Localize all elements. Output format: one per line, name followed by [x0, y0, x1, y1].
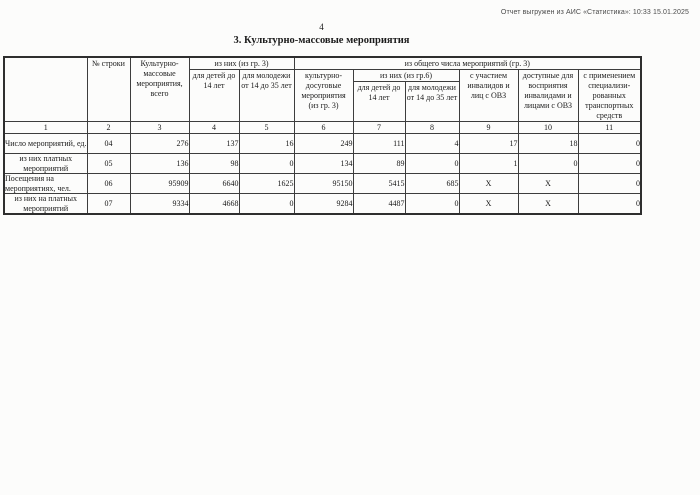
stub-header-cell: [4, 57, 87, 122]
section-title: 3. Культурно-массовые мероприятия: [233, 35, 410, 46]
header-children-under-14-gr6: для детей до 14 лет: [353, 82, 405, 122]
value-cell: 5415: [353, 174, 405, 194]
table-row: [4, 134, 641, 154]
value-cell: 134: [294, 154, 353, 174]
row-code: 04: [87, 134, 130, 154]
row-label: Посещения на мероприятиях, чел.: [4, 174, 87, 194]
header-special-transport: с применением специализи-рованных транспортных средств: [578, 70, 641, 122]
row-code: 06: [87, 174, 130, 194]
header-row-1: [4, 57, 641, 70]
value-cell: 1625: [239, 174, 294, 194]
value-cell: 89: [353, 154, 405, 174]
value-cell: 0: [239, 154, 294, 174]
value-cell: 0: [518, 154, 578, 174]
table-row: [4, 194, 641, 215]
header-youth-14-35-gr6: для молодежи от 14 до 35 лет: [405, 82, 459, 122]
value-cell: 95150: [294, 174, 353, 194]
row-label: Число мероприятий, ед.: [4, 134, 87, 154]
col-number-cell: 6: [294, 122, 353, 134]
row-code: 07: [87, 194, 130, 215]
col-number-cell: 5: [239, 122, 294, 134]
row-label: из них платных мероприятий: [4, 154, 87, 174]
value-cell: X: [518, 174, 578, 194]
row-code: 05: [87, 154, 130, 174]
page-number: 4: [319, 22, 324, 32]
header-total-events: Культурно-массовые мероприятия, всего: [130, 57, 189, 122]
col-number-cell: 7: [353, 122, 405, 134]
value-cell: 9284: [294, 194, 353, 215]
header-with-disabled-participation: с участием инвалидов и лиц с ОВЗ: [459, 70, 518, 122]
header-group-of-total-gr3: из общего числа мероприятий (гр. 3): [294, 57, 641, 70]
value-cell: 0: [405, 154, 459, 174]
value-cell: 1: [459, 154, 518, 174]
events-table: [3, 56, 642, 215]
events-table-wrapper: [3, 56, 642, 215]
value-cell: 0: [239, 194, 294, 215]
value-cell: 249: [294, 134, 353, 154]
value-cell: 137: [189, 134, 239, 154]
value-cell: X: [459, 194, 518, 215]
col-number-cell: 1: [4, 122, 87, 134]
value-cell: 4668: [189, 194, 239, 215]
col-number-cell: 2: [87, 122, 130, 134]
table-row: [4, 154, 641, 174]
value-cell: 4: [405, 134, 459, 154]
value-cell: 136: [130, 154, 189, 174]
col-number-cell: 9: [459, 122, 518, 134]
value-cell: 95909: [130, 174, 189, 194]
table-row: [4, 174, 641, 194]
value-cell: 0: [578, 194, 641, 215]
value-cell: 276: [130, 134, 189, 154]
col-number-cell: 10: [518, 122, 578, 134]
value-cell: 0: [578, 154, 641, 174]
col-number-cell: 3: [130, 122, 189, 134]
value-cell: 6640: [189, 174, 239, 194]
value-cell: 4487: [353, 194, 405, 215]
header-accessible-for-disabled: доступные для восприятия инвалидами и лицами с ОВЗ: [518, 70, 578, 122]
header-youth-14-35: для молодежи от 14 до 35 лет: [239, 70, 294, 122]
header-cultural-leisure: культурно-досуговые мероприятия (из гр. 3): [294, 70, 353, 122]
value-cell: 17: [459, 134, 518, 154]
value-cell: 111: [353, 134, 405, 154]
header-group-of-those-gr6: из них (из гр.6): [353, 70, 459, 82]
value-cell: 685: [405, 174, 459, 194]
export-info-text: Отчет выгружен из АИС «Статистика»: 10:33 15.01.2025: [500, 9, 689, 16]
value-cell: 0: [578, 174, 641, 194]
header-row-number: № строки: [87, 57, 130, 122]
header-children-under-14: для детей до 14 лет: [189, 70, 239, 122]
header-group-of-those-gr3: из них (из гр. 3): [189, 57, 294, 70]
value-cell: X: [459, 174, 518, 194]
value-cell: 98: [189, 154, 239, 174]
value-cell: 9334: [130, 194, 189, 215]
value-cell: 18: [518, 134, 578, 154]
value-cell: X: [518, 194, 578, 215]
value-cell: 0: [578, 134, 641, 154]
value-cell: 16: [239, 134, 294, 154]
row-label: из них на платных мероприятий: [4, 194, 87, 215]
column-numbers-row: [4, 122, 641, 134]
col-number-cell: 11: [578, 122, 641, 134]
value-cell: 0: [405, 194, 459, 215]
col-number-cell: 8: [405, 122, 459, 134]
col-number-cell: 4: [189, 122, 239, 134]
